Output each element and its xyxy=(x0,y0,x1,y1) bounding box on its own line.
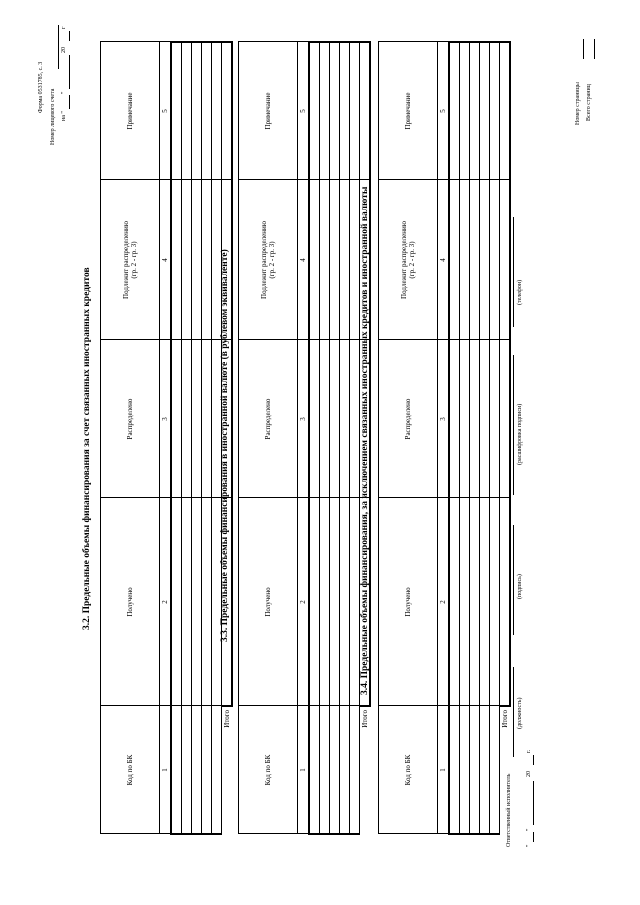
cell-input[interactable] xyxy=(171,340,182,498)
total-label: Итого xyxy=(500,710,509,728)
cell-input[interactable] xyxy=(212,706,222,834)
total-received[interactable] xyxy=(500,498,511,706)
cell-input[interactable] xyxy=(330,42,340,180)
col-to-distribute-header: Подлежит распределению (гр. 2 - гр. 3) xyxy=(379,180,438,340)
cell-input[interactable] xyxy=(330,498,340,706)
cell-input[interactable] xyxy=(340,706,350,834)
cell-input[interactable] xyxy=(309,180,320,340)
cell-input[interactable] xyxy=(470,42,480,180)
cell-input[interactable] xyxy=(490,498,500,706)
section-title-3-3: 3.3. Предельные объемы финансирования в иностранной валюте (в рублевом эквиваленте) xyxy=(220,249,230,642)
form-code: Форма 0531785, с. 3 xyxy=(38,61,44,113)
cell-input[interactable] xyxy=(202,498,212,706)
cell-input[interactable] xyxy=(460,180,470,340)
col-number: 2 xyxy=(438,498,450,706)
cell-input[interactable] xyxy=(449,340,460,498)
cell-input[interactable] xyxy=(480,180,490,340)
cell-input[interactable] xyxy=(309,498,320,706)
date-prefix: на " xyxy=(61,111,67,121)
account-number-line xyxy=(58,25,59,69)
total-pages-line[interactable] xyxy=(594,39,595,59)
date-year-prefix: 20 xyxy=(61,47,67,53)
cell-input[interactable] xyxy=(202,706,212,834)
account-number-label: Номер лицевого счета xyxy=(50,88,56,145)
col-number: 3 xyxy=(438,340,450,498)
cell-input[interactable] xyxy=(460,706,470,834)
col-kbk-header: Код по БК xyxy=(379,706,438,834)
col-number: 3 xyxy=(160,340,172,498)
decoding-caption: (расшифровка подписи) xyxy=(517,403,523,465)
table-3-2 xyxy=(100,41,233,835)
col-received-header: Получено xyxy=(101,498,160,706)
footer-date-quote-open: " xyxy=(526,844,532,847)
cell-input[interactable] xyxy=(320,340,330,498)
total-to-distribute[interactable] xyxy=(500,180,511,340)
cell-input[interactable] xyxy=(212,42,222,180)
cell-input[interactable] xyxy=(480,706,490,834)
col-number: 2 xyxy=(160,498,172,706)
phone-caption: (телефон) xyxy=(517,279,523,305)
cell-input[interactable] xyxy=(202,42,212,180)
cell-input[interactable] xyxy=(320,498,330,706)
col-received-header: Получено xyxy=(239,498,298,706)
total-distributed[interactable] xyxy=(500,340,511,498)
cell-input[interactable] xyxy=(171,706,182,834)
phone-line[interactable] xyxy=(513,217,514,327)
cell-input[interactable] xyxy=(480,498,490,706)
cell-input[interactable] xyxy=(480,42,490,180)
cell-input[interactable] xyxy=(490,706,500,834)
total-note[interactable] xyxy=(222,42,233,180)
date-month-line xyxy=(69,55,70,89)
col-number: 5 xyxy=(298,42,310,180)
cell-input[interactable] xyxy=(309,42,320,180)
cell-input[interactable] xyxy=(309,706,320,834)
page-number-line[interactable] xyxy=(583,39,584,59)
col-number: 1 xyxy=(160,706,172,834)
cell-input[interactable] xyxy=(350,498,360,706)
cell-input[interactable] xyxy=(182,498,192,706)
cell-input[interactable] xyxy=(202,340,212,498)
col-number: 4 xyxy=(438,180,450,340)
cell-input[interactable] xyxy=(330,706,340,834)
col-note-header: Примечание xyxy=(379,42,438,180)
footer-year-suffix: г. xyxy=(526,749,532,753)
date-quote: " xyxy=(61,91,67,94)
total-note[interactable] xyxy=(360,42,371,180)
cell-input[interactable] xyxy=(340,180,350,340)
cell-input[interactable] xyxy=(340,498,350,706)
col-number: 4 xyxy=(160,180,172,340)
table-3-3 xyxy=(238,41,371,835)
footer-year-line[interactable] xyxy=(533,755,534,765)
cell-input[interactable] xyxy=(449,180,460,340)
footer-month-line[interactable] xyxy=(533,781,534,825)
cell-input[interactable] xyxy=(480,340,490,498)
cell-input[interactable] xyxy=(202,180,212,340)
cell-input[interactable] xyxy=(182,340,192,498)
cell-input[interactable] xyxy=(470,340,480,498)
cell-input[interactable] xyxy=(470,498,480,706)
col-received-header: Получено xyxy=(379,498,438,706)
cell-input[interactable] xyxy=(330,180,340,340)
cell-input[interactable] xyxy=(340,42,350,180)
col-number: 3 xyxy=(298,340,310,498)
col-number: 1 xyxy=(298,706,310,834)
cell-input[interactable] xyxy=(320,42,330,180)
footer-date-quote-close: " xyxy=(526,828,532,831)
page-number-label: Номер страницы xyxy=(575,82,581,125)
cell-input[interactable] xyxy=(192,706,202,834)
section-title-3-4: 3.4. Предельные объемы финансирования, за исключением связанных иностранных кредитов и иностранной валюты xyxy=(360,186,370,695)
cell-input[interactable] xyxy=(192,180,202,340)
footer-year-prefix: 20 xyxy=(526,771,532,777)
decoding-line[interactable] xyxy=(513,355,514,495)
cell-input[interactable] xyxy=(460,340,470,498)
table-3-4 xyxy=(378,41,511,835)
col-number: 5 xyxy=(438,42,450,180)
cell-input[interactable] xyxy=(449,498,460,706)
position-line[interactable] xyxy=(513,667,514,757)
responsible-label: Ответственный исполнитель xyxy=(506,773,512,847)
cell-input[interactable] xyxy=(490,42,500,180)
cell-input[interactable] xyxy=(449,706,460,834)
cell-input[interactable] xyxy=(490,340,500,498)
cell-input[interactable] xyxy=(330,340,340,498)
cell-input[interactable] xyxy=(490,180,500,340)
cell-input[interactable] xyxy=(460,42,470,180)
cell-input[interactable] xyxy=(470,706,480,834)
position-caption: (должность) xyxy=(517,697,523,729)
col-note-header: Примечание xyxy=(101,42,160,180)
col-number: 2 xyxy=(298,498,310,706)
cell-input[interactable] xyxy=(192,498,202,706)
cell-input[interactable] xyxy=(470,180,480,340)
total-label: Итого xyxy=(222,710,231,728)
total-label: Итого xyxy=(360,710,369,728)
cell-input[interactable] xyxy=(350,340,360,498)
col-to-distribute-header: Подлежит распределению (гр. 2 - гр. 3) xyxy=(239,180,298,340)
col-to-distribute-header: Подлежит распределению (гр. 2 - гр. 3) xyxy=(101,180,160,340)
date-year-suffix: г xyxy=(61,26,67,29)
cell-input[interactable] xyxy=(449,42,460,180)
total-note[interactable] xyxy=(500,42,511,180)
cell-input[interactable] xyxy=(309,340,320,498)
col-note-header: Примечание xyxy=(239,42,298,180)
col-kbk-header: Код по БК xyxy=(239,706,298,834)
cell-input[interactable] xyxy=(350,706,360,834)
date-year-line xyxy=(69,31,70,41)
col-number: 5 xyxy=(160,42,172,180)
cell-input[interactable] xyxy=(182,42,192,180)
cell-input[interactable] xyxy=(350,180,360,340)
cell-input[interactable] xyxy=(340,340,350,498)
cell-input[interactable] xyxy=(171,498,182,706)
col-distributed-header: Распределено xyxy=(379,340,438,498)
col-number: 1 xyxy=(438,706,450,834)
cell-input[interactable] xyxy=(182,706,192,834)
footer-day-line[interactable] xyxy=(533,832,534,842)
cell-input[interactable] xyxy=(460,498,470,706)
cell-input[interactable] xyxy=(182,180,192,340)
date-day-line xyxy=(69,95,70,109)
cell-input[interactable] xyxy=(350,42,360,180)
col-kbk-header: Код по БК xyxy=(101,706,160,834)
cell-input[interactable] xyxy=(171,42,182,180)
cell-input[interactable] xyxy=(192,42,202,180)
col-distributed-header: Распределено xyxy=(239,340,298,498)
col-distributed-header: Распределено xyxy=(101,340,160,498)
cell-input[interactable] xyxy=(320,706,330,834)
total-pages-label: Всего страниц xyxy=(586,84,592,121)
cell-input[interactable] xyxy=(171,180,182,340)
signature-line[interactable] xyxy=(513,525,514,635)
cell-input[interactable] xyxy=(320,180,330,340)
signature-caption: (подпись) xyxy=(517,574,523,599)
col-number: 4 xyxy=(298,180,310,340)
section-title-3-2: 3.2. Предельные объемы финансирования за счет связанных иностранных кредитов xyxy=(82,267,92,630)
cell-input[interactable] xyxy=(192,340,202,498)
